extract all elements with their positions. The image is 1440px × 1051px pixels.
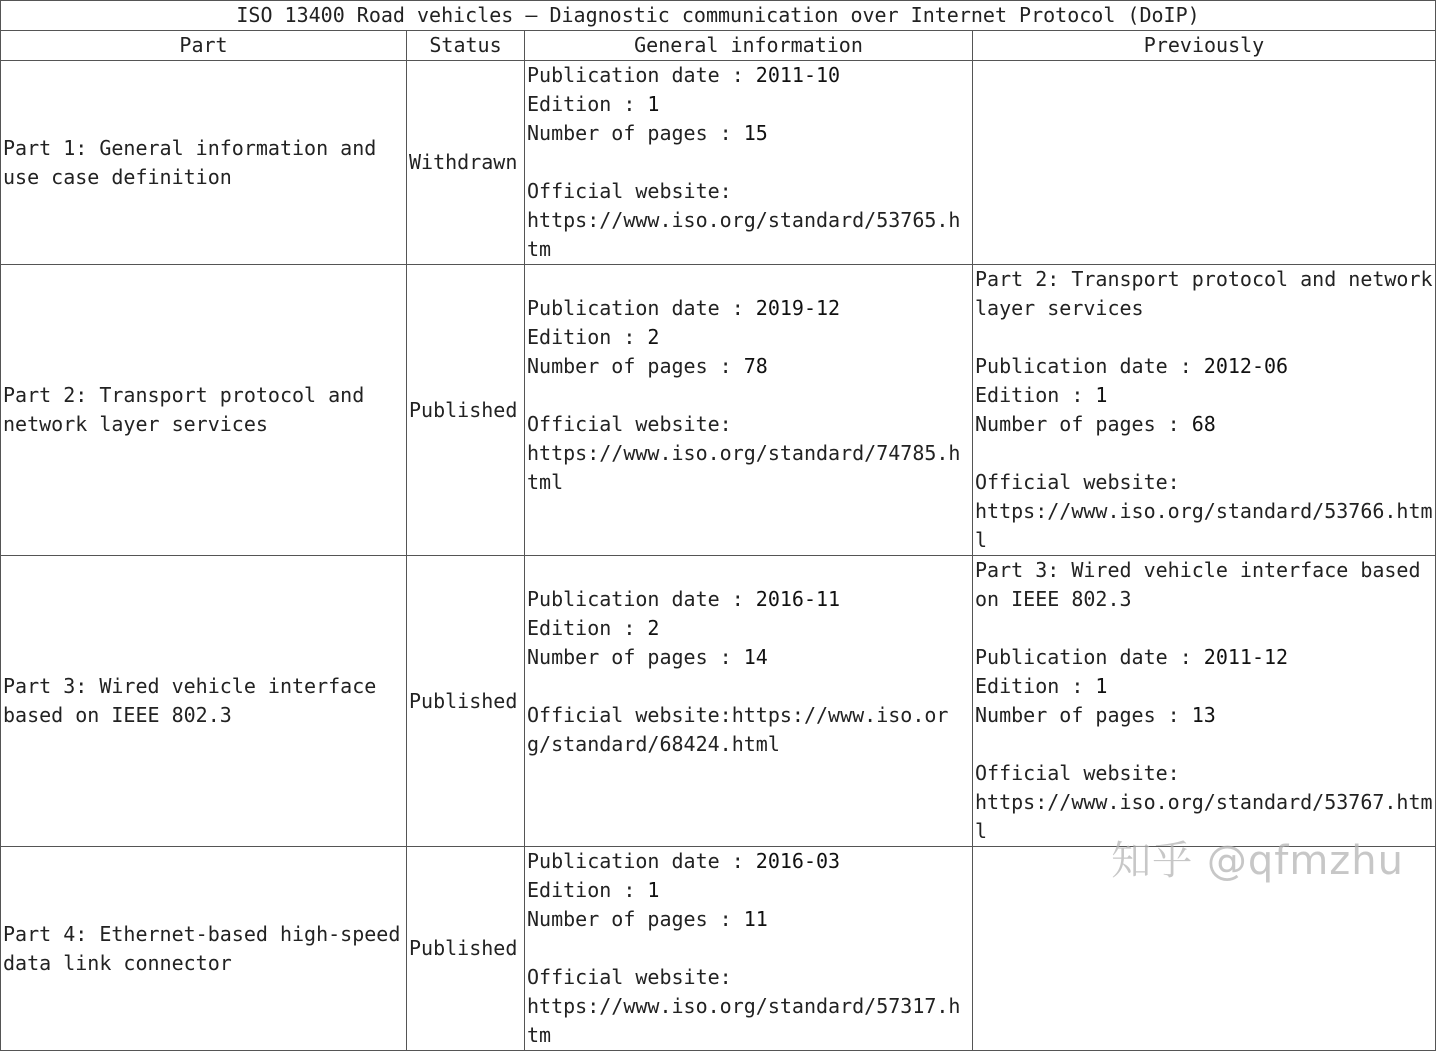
general-info-cell [525,61,973,265]
pages-value: 13 [1191,703,1216,727]
pages-label: Number of pages : [527,645,744,669]
pages-line [975,410,1433,439]
edition-label: Edition : [975,674,1096,698]
website-link[interactable]: https://www.iso.org/standard/53766.html [975,499,1433,552]
pages-value: 68 [1191,412,1216,436]
website-link[interactable]: https://www.iso.org/standard/68424.html [527,703,949,756]
pages-label: Number of pages : [975,412,1192,436]
part-cell: Part 1: General information and use case definition [1,61,407,265]
publication-date-line [527,585,970,614]
website-label: Official website: [527,179,732,203]
general-info-cell [525,556,973,847]
pages-line [527,119,970,148]
publication-date-line [975,643,1433,672]
publication-date-line [527,847,970,876]
publication-date-label: Publication date : [527,587,756,611]
edition-value: 1 [1095,383,1108,407]
general-info-cell [525,265,973,556]
table-row [1,61,1436,265]
pages-value: 14 [743,645,768,669]
watermark: 知乎 @qfmzhu [1111,838,1404,884]
pages-line [975,701,1433,730]
table-row [1,265,1436,556]
previous-part-title: Part 3: Wired vehicle interface based on IEEE 802.3 [975,558,1421,611]
header-part: Part [1,31,407,61]
status-cell: Published [407,847,525,1051]
publication-date-label: Publication date : [527,63,756,87]
header-status: Status [407,31,525,61]
pages-line [527,352,970,381]
header-previously: Previously [973,31,1436,61]
pages-label: Number of pages : [527,121,744,145]
publication-date-label: Publication date : [975,354,1204,378]
website-label: Official website: [527,412,732,436]
pages-label: Number of pages : [527,907,744,931]
website-link[interactable]: https://www.iso.org/standard/53765.htm [527,208,961,261]
publication-date-value: 2011-12 [1203,645,1289,669]
pages-line [527,643,970,672]
publication-date-value: 2016-03 [755,849,841,873]
website-label: Official website: [975,470,1180,494]
header-general-information: General information [525,31,973,61]
general-info-cell [525,847,973,1051]
website-label: Official website: [975,761,1180,785]
publication-date-value: 2012-06 [1203,354,1289,378]
table-header-row [1,31,1436,61]
publication-date-line [527,61,970,90]
previously-cell [973,61,1436,265]
website-link[interactable]: https://www.iso.org/standard/53767.html [975,790,1433,843]
edition-label: Edition : [975,383,1096,407]
publication-date-value: 2011-10 [755,63,841,87]
pages-line [527,905,970,934]
part-cell: Part 4: Ethernet-based high-speed data link connector [1,847,407,1051]
pages-value: 11 [743,907,768,931]
publication-date-value: 2019-12 [755,296,841,320]
status-cell: Published [407,556,525,847]
website-line [527,701,970,759]
previous-part-title: Part 2: Transport protocol and network layer services [975,267,1433,320]
edition-label: Edition : [527,325,648,349]
publication-date-value: 2016-11 [755,587,841,611]
website-link[interactable]: https://www.iso.org/standard/57317.htm [527,994,961,1047]
status-cell: Published [407,265,525,556]
edition-line [527,614,970,643]
edition-label: Edition : [527,616,648,640]
edition-value: 1 [647,878,660,902]
website-label: Official website: [527,965,732,989]
previously-cell [973,847,1436,1051]
edition-value: 2 [647,325,660,349]
status-cell: Withdrawn [407,61,525,265]
edition-value: 1 [1095,674,1108,698]
previously-cell [973,265,1436,556]
table-title: ISO 13400 Road vehicles — Diagnostic communication over Internet Protocol (DoIP) [1,1,1436,31]
website-label: Official website: [527,703,732,727]
pages-label: Number of pages : [527,354,744,378]
edition-line [527,323,970,352]
publication-date-line [975,352,1433,381]
edition-line [975,672,1433,701]
edition-line [527,90,970,119]
publication-date-label: Publication date : [527,849,756,873]
edition-value: 2 [647,616,660,640]
table-title-row [1,1,1436,31]
edition-label: Edition : [527,878,648,902]
part-cell: Part 3: Wired vehicle interface based on IEEE 802.3 [1,556,407,847]
previously-cell [973,556,1436,847]
website-link[interactable]: https://www.iso.org/standard/74785.html [527,441,961,494]
edition-line [975,381,1433,410]
publication-date-label: Publication date : [527,296,756,320]
publication-date-label: Publication date : [975,645,1204,669]
part-cell: Part 2: Transport protocol and network layer services [1,265,407,556]
edition-value: 1 [647,92,660,116]
pages-label: Number of pages : [975,703,1192,727]
edition-label: Edition : [527,92,648,116]
publication-date-line [527,294,970,323]
pages-value: 15 [743,121,768,145]
pages-value: 78 [743,354,768,378]
table-row [1,847,1436,1051]
table-row [1,556,1436,847]
edition-line [527,876,970,905]
